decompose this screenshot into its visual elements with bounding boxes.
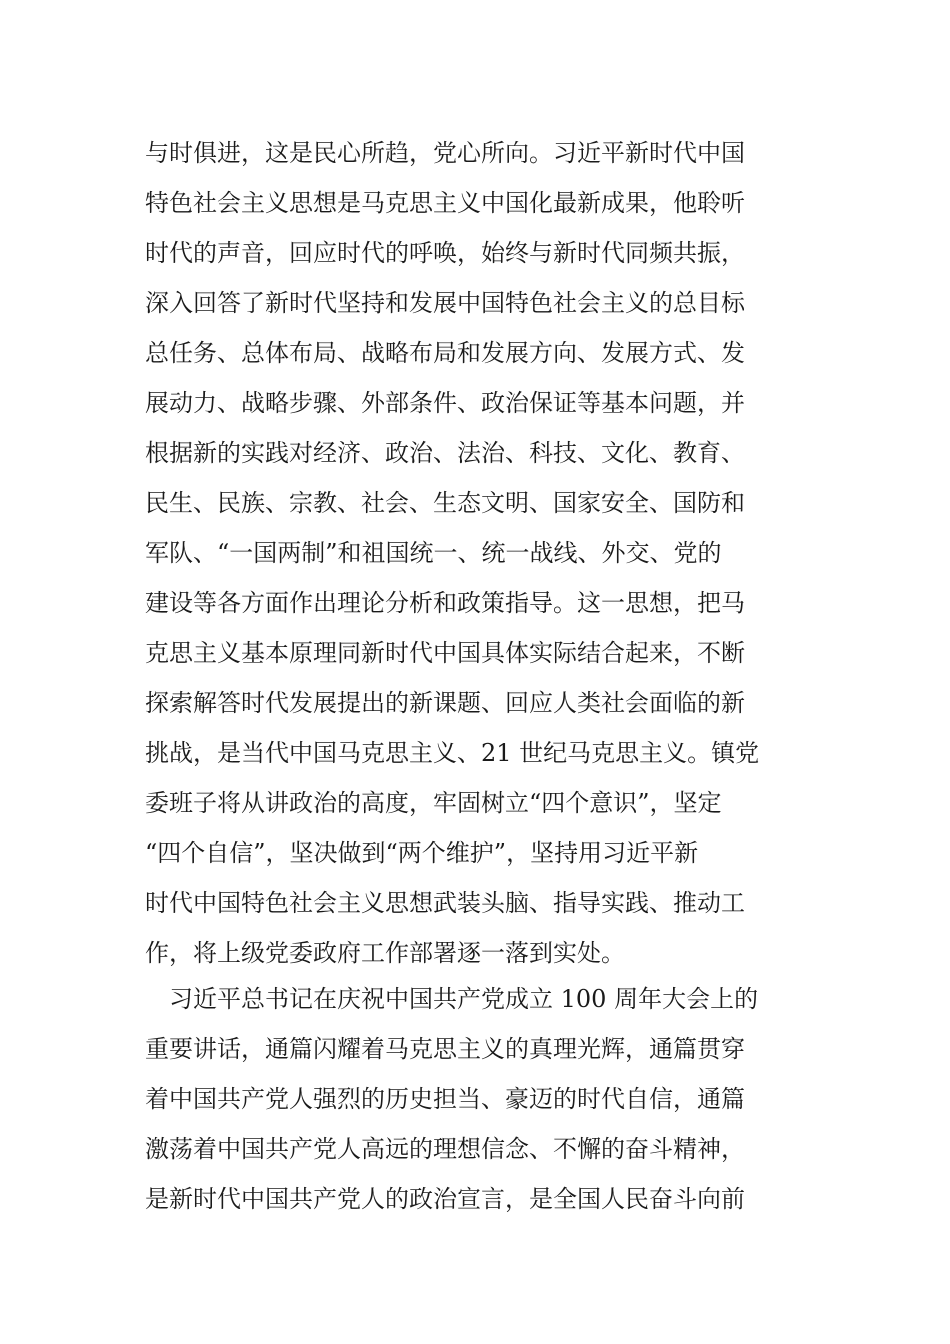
text-line: 是新时代中国共产党人的政治宣言，是全国人民奋斗向前 [145, 1185, 745, 1213]
text-line: 根据新的实践对经济、政治、法治、科技、文化、教育、 [145, 439, 745, 467]
text-line: 时代的声音，回应时代的呼唤，始终与新时代同频共振， [145, 239, 745, 267]
paragraph-1 [145, 128, 815, 978]
text-line: 重要讲话，通篇闪耀着马克思主义的真理光辉，通篇贯穿 [145, 1035, 745, 1063]
text-line: 民生、民族、宗教、社会、生态文明、国家安全、国防和 [145, 489, 745, 517]
text-line: 激荡着中国共产党人高远的理想信念、不懈的奋斗精神， [145, 1135, 745, 1163]
text-line: 挑战，是当代中国马克思主义、21 世纪马克思主义。镇党 [145, 739, 760, 767]
text-line: 军队、“一国两制”和祖国统一、统一战线、外交、党的 [145, 539, 722, 567]
text-line: 克思主义基本原理同新时代中国具体实际结合起来，不断 [145, 639, 745, 667]
paragraph-2 [145, 974, 815, 1224]
text-line: 习近平总书记在庆祝中国共产党成立 100 周年大会上的 [145, 985, 759, 1013]
text-line: “四个自信”，坚决做到“两个维护”，坚持用习近平新 [145, 839, 699, 867]
text-line: 探索解答时代发展提出的新课题、回应人类社会面临的新 [145, 689, 745, 717]
text-line: 与时俱进，这是民心所趋，党心所向。习近平新时代中国 [145, 139, 745, 167]
text-line: 建设等各方面作出理论分析和政策指导。这一思想，把马 [145, 589, 745, 617]
text-line: 展动力、战略步骤、外部条件、政治保证等基本问题，并 [145, 389, 745, 417]
text-line: 作，将上级党委政府工作部署逐一落到实处。 [145, 939, 625, 967]
text-line: 总任务、总体布局、战略布局和发展方向、发展方式、发 [145, 339, 745, 367]
text-line: 特色社会主义思想是马克思主义中国化最新成果，他聆听 [145, 189, 745, 217]
text-line: 委班子将从讲政治的高度，牢固树立“四个意识”，坚定 [145, 789, 722, 817]
text-line: 时代中国特色社会主义思想武装头脑、指导实践、推动工 [145, 889, 745, 917]
text-line: 着中国共产党人强烈的历史担当、豪迈的时代自信，通篇 [145, 1085, 745, 1113]
text-line: 深入回答了新时代坚持和发展中国特色社会主义的总目标 [145, 289, 745, 317]
